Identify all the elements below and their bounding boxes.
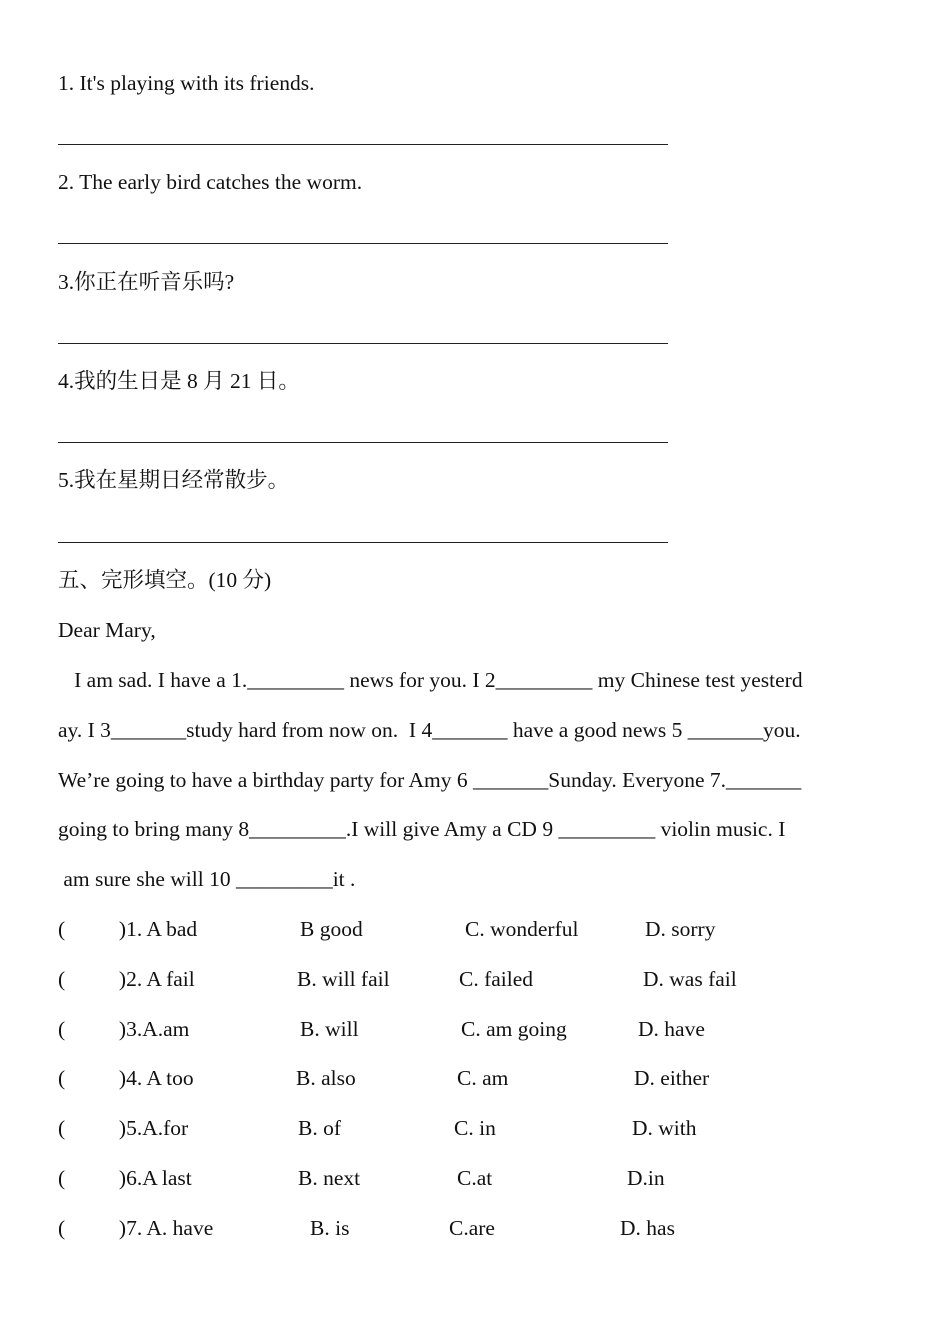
option-b: B. next: [298, 1166, 361, 1190]
option-b: B. will: [300, 1017, 359, 1041]
question-number[interactable]: ( )3.A.am: [58, 1017, 190, 1041]
section-heading: 五、完形填空。(10 分): [58, 568, 272, 592]
answer-line-5[interactable]: [58, 542, 668, 543]
answer-line-2[interactable]: [58, 243, 668, 244]
option-c: C. failed: [459, 967, 534, 991]
passage-line: ay. I 3_______study hard from now on. I 4_______ have a good news 5 _______you.: [58, 718, 801, 742]
passage-line: I am sad. I have a 1._________ news for you. I 2_________ my Chinese test yesterd: [58, 668, 803, 692]
answer-line-3[interactable]: [58, 343, 668, 344]
letter-greeting: Dear Mary,: [58, 618, 156, 642]
question-number[interactable]: ( )7. A. have: [58, 1216, 214, 1240]
option-d: D. with: [632, 1116, 697, 1140]
translate-item-5: 5.我在星期日经常散步。: [58, 468, 290, 492]
option-d: D. have: [638, 1017, 705, 1041]
question-number[interactable]: ( )2. A fail: [58, 967, 195, 991]
answer-line-1[interactable]: [58, 144, 668, 145]
question-number[interactable]: ( )6.A last: [58, 1166, 192, 1190]
option-b: B. will fail: [297, 967, 390, 991]
option-d: D. was fail: [643, 967, 737, 991]
option-b: B. is: [310, 1216, 350, 1240]
translate-item-1: 1. It's playing with its friends.: [58, 71, 315, 95]
translate-item-3: 3.你正在听音乐吗?: [58, 270, 235, 294]
option-d: D. either: [634, 1066, 710, 1090]
option-d: D. sorry: [645, 917, 716, 941]
question-number[interactable]: ( )1. A bad: [58, 917, 198, 941]
option-c: C.at: [457, 1166, 493, 1190]
option-d: D.in: [627, 1166, 665, 1190]
option-b: B. of: [298, 1116, 341, 1140]
option-c: C. wonderful: [465, 917, 579, 941]
passage-line: going to bring many 8_________.I will give Amy a CD 9 _________ violin music. I: [58, 817, 786, 841]
answer-line-4[interactable]: [58, 442, 668, 443]
translate-item-2: 2. The early bird catches the worm.: [58, 170, 363, 194]
option-c: C. in: [454, 1116, 496, 1140]
option-c: C.are: [449, 1216, 495, 1240]
question-number[interactable]: ( )5.A.for: [58, 1116, 189, 1140]
passage-line: am sure she will 10 _________it .: [58, 867, 356, 891]
question-number[interactable]: ( )4. A too: [58, 1066, 194, 1090]
option-c: C. am going: [461, 1017, 567, 1041]
translate-item-4: 4.我的生日是 8 月 21 日。: [58, 369, 300, 393]
option-b: B good: [300, 917, 363, 941]
option-b: B. also: [296, 1066, 356, 1090]
passage-line: We’re going to have a birthday party for Amy 6 _______Sunday. Everyone 7._______: [58, 768, 802, 792]
option-d: D. has: [620, 1216, 675, 1240]
option-c: C. am: [457, 1066, 509, 1090]
